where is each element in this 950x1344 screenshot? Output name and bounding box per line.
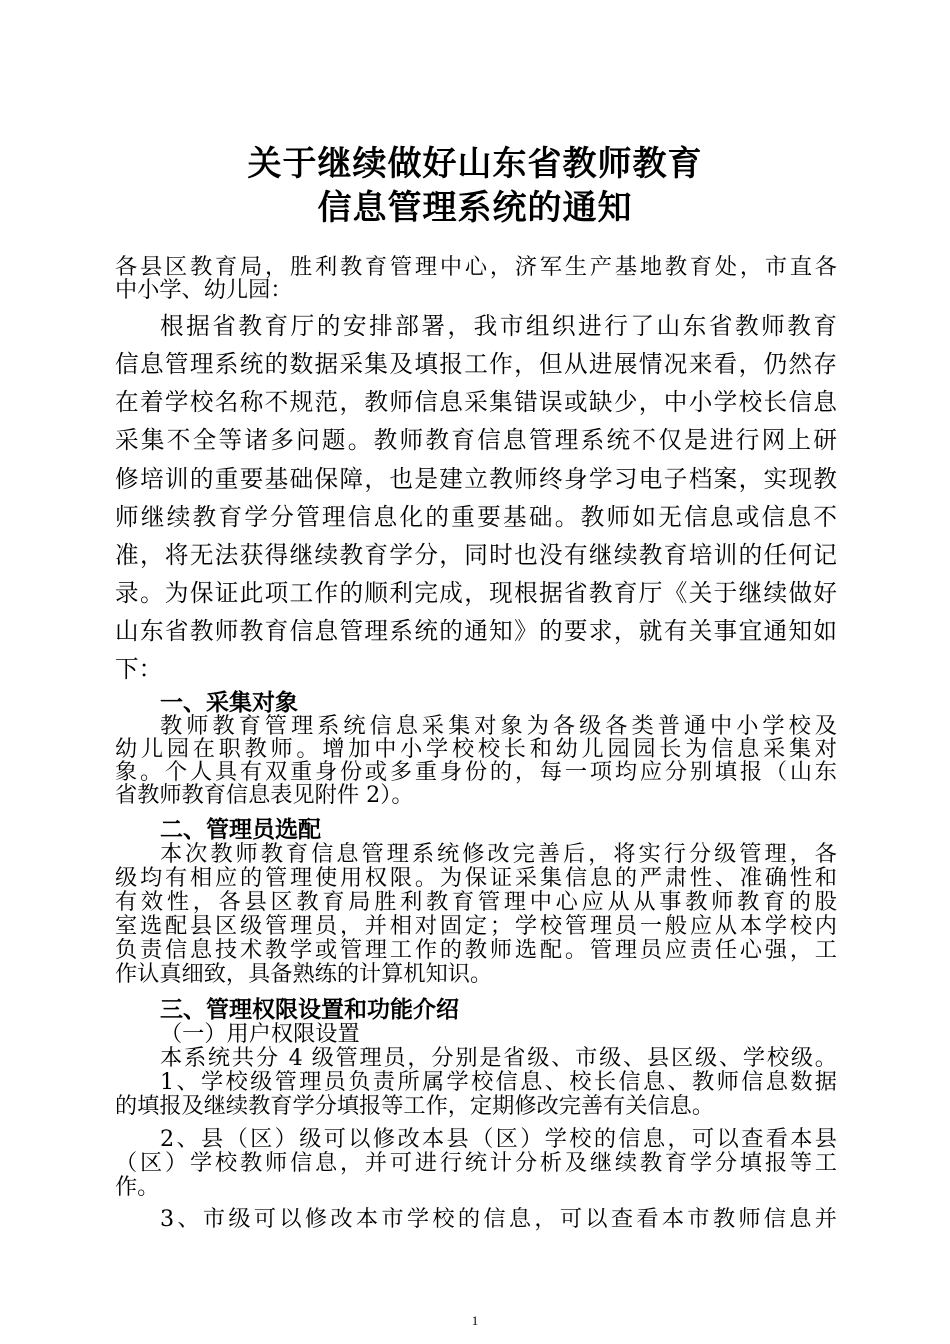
section-line: 的填报及继续教育学分填报等工作，定期修改完善有关信息。 [115, 1094, 715, 1118]
section-line: 1、学校级管理员负责所属学校信息、校长信息、教师信息数据 [160, 1070, 837, 1094]
section-line: 作。 [115, 1175, 160, 1199]
section-line: 有效性，各县区教育局胜利教育管理中心应从从事教师教育的股 [115, 890, 837, 914]
section-line: （区）学校教师信息，并可进行统计分析及继续教育学分填报等工 [115, 1151, 837, 1175]
section-line: 省教师教育信息表见附件 2）。 [115, 783, 414, 807]
section-line: 象。个人具有双重身份或多重身份的，每一项均应分别填报（山东 [115, 760, 837, 784]
section-line: 负责信息技术教学或管理工作的教师选配。管理员应责任心强，工 [115, 938, 837, 962]
intro-line: 修培训的重要基础保障，也是建立教师终身学习电子档案，实现教 [115, 465, 837, 493]
intro-line: 信息管理系统的数据采集及填报工作，但从进展情况来看，仍然存 [115, 350, 837, 378]
intro-line: 在着学校名称不规范，教师信息采集错误或缺少，中小学校长信息 [115, 388, 837, 416]
section-heading: 二、管理员选配 [160, 817, 321, 843]
section-line: 本次教师教育信息管理系统修改完善后，将实行分级管理，各 [160, 842, 837, 866]
subsection-heading: （一）用户权限设置 [160, 1022, 360, 1046]
section-line: 2、县（区）级可以修改本县（区）学校的信息，可以查看本县 [160, 1127, 837, 1151]
section-line: 本系统共分 4 级管理员，分别是省级、市级、县区级、学校级。 [160, 1046, 837, 1070]
document-title-line-1: 关于继续做好山东省教师教育 [247, 144, 703, 184]
section-heading: 一、采集对象 [160, 690, 298, 716]
intro-line: 师继续教育学分管理信息化的重要基础。教师如无信息或信息不 [115, 503, 837, 531]
document-title-line-2: 信息管理系统的通知 [317, 188, 633, 228]
section-line: 幼儿园在职教师。增加中小学校校长和幼儿园园长为信息采集对 [115, 737, 837, 761]
intro-line: 准，将无法获得继续教育学分，同时也没有继续教育培训的任何记 [115, 541, 837, 569]
section-line: 教师教育管理系统信息采集对象为各级各类普通中小学校及 [160, 714, 837, 738]
section-line: 作认真细致，具备熟练的计算机知识。 [115, 962, 493, 986]
section-heading: 三、管理权限设置和功能介绍 [160, 997, 459, 1023]
intro-line: 录。为保证此项工作的顺利完成，现根据省教育厅《关于继续做好 [115, 579, 837, 607]
intro-line: 根据省教育厅的安排部署，我市组织进行了山东省教师教育 [160, 312, 837, 340]
section-line: 3、市级可以修改本市学校的信息，可以查看本市教师信息并 [160, 1207, 837, 1231]
intro-line: 采集不全等诸多问题。教师教育信息管理系统不仅是进行网上研 [115, 426, 837, 454]
section-line: 级均有相应的管理使用权限。为保证采集信息的严肃性、准确性和 [115, 866, 837, 890]
salutation-line: 各县区教育局，胜利教育管理中心，济军生产基地教育处，市直各 [115, 255, 837, 279]
intro-line: 下： [115, 655, 163, 683]
page-number: 1 [471, 1313, 479, 1328]
intro-line: 山东省教师教育信息管理系统的通知》的要求，就有关事宜通知如 [115, 617, 837, 645]
section-line: 室选配县区级管理员，并相对固定；学校管理员一般应从本学校内 [115, 914, 837, 938]
salutation-line: 中小学、幼儿园： [115, 278, 293, 302]
